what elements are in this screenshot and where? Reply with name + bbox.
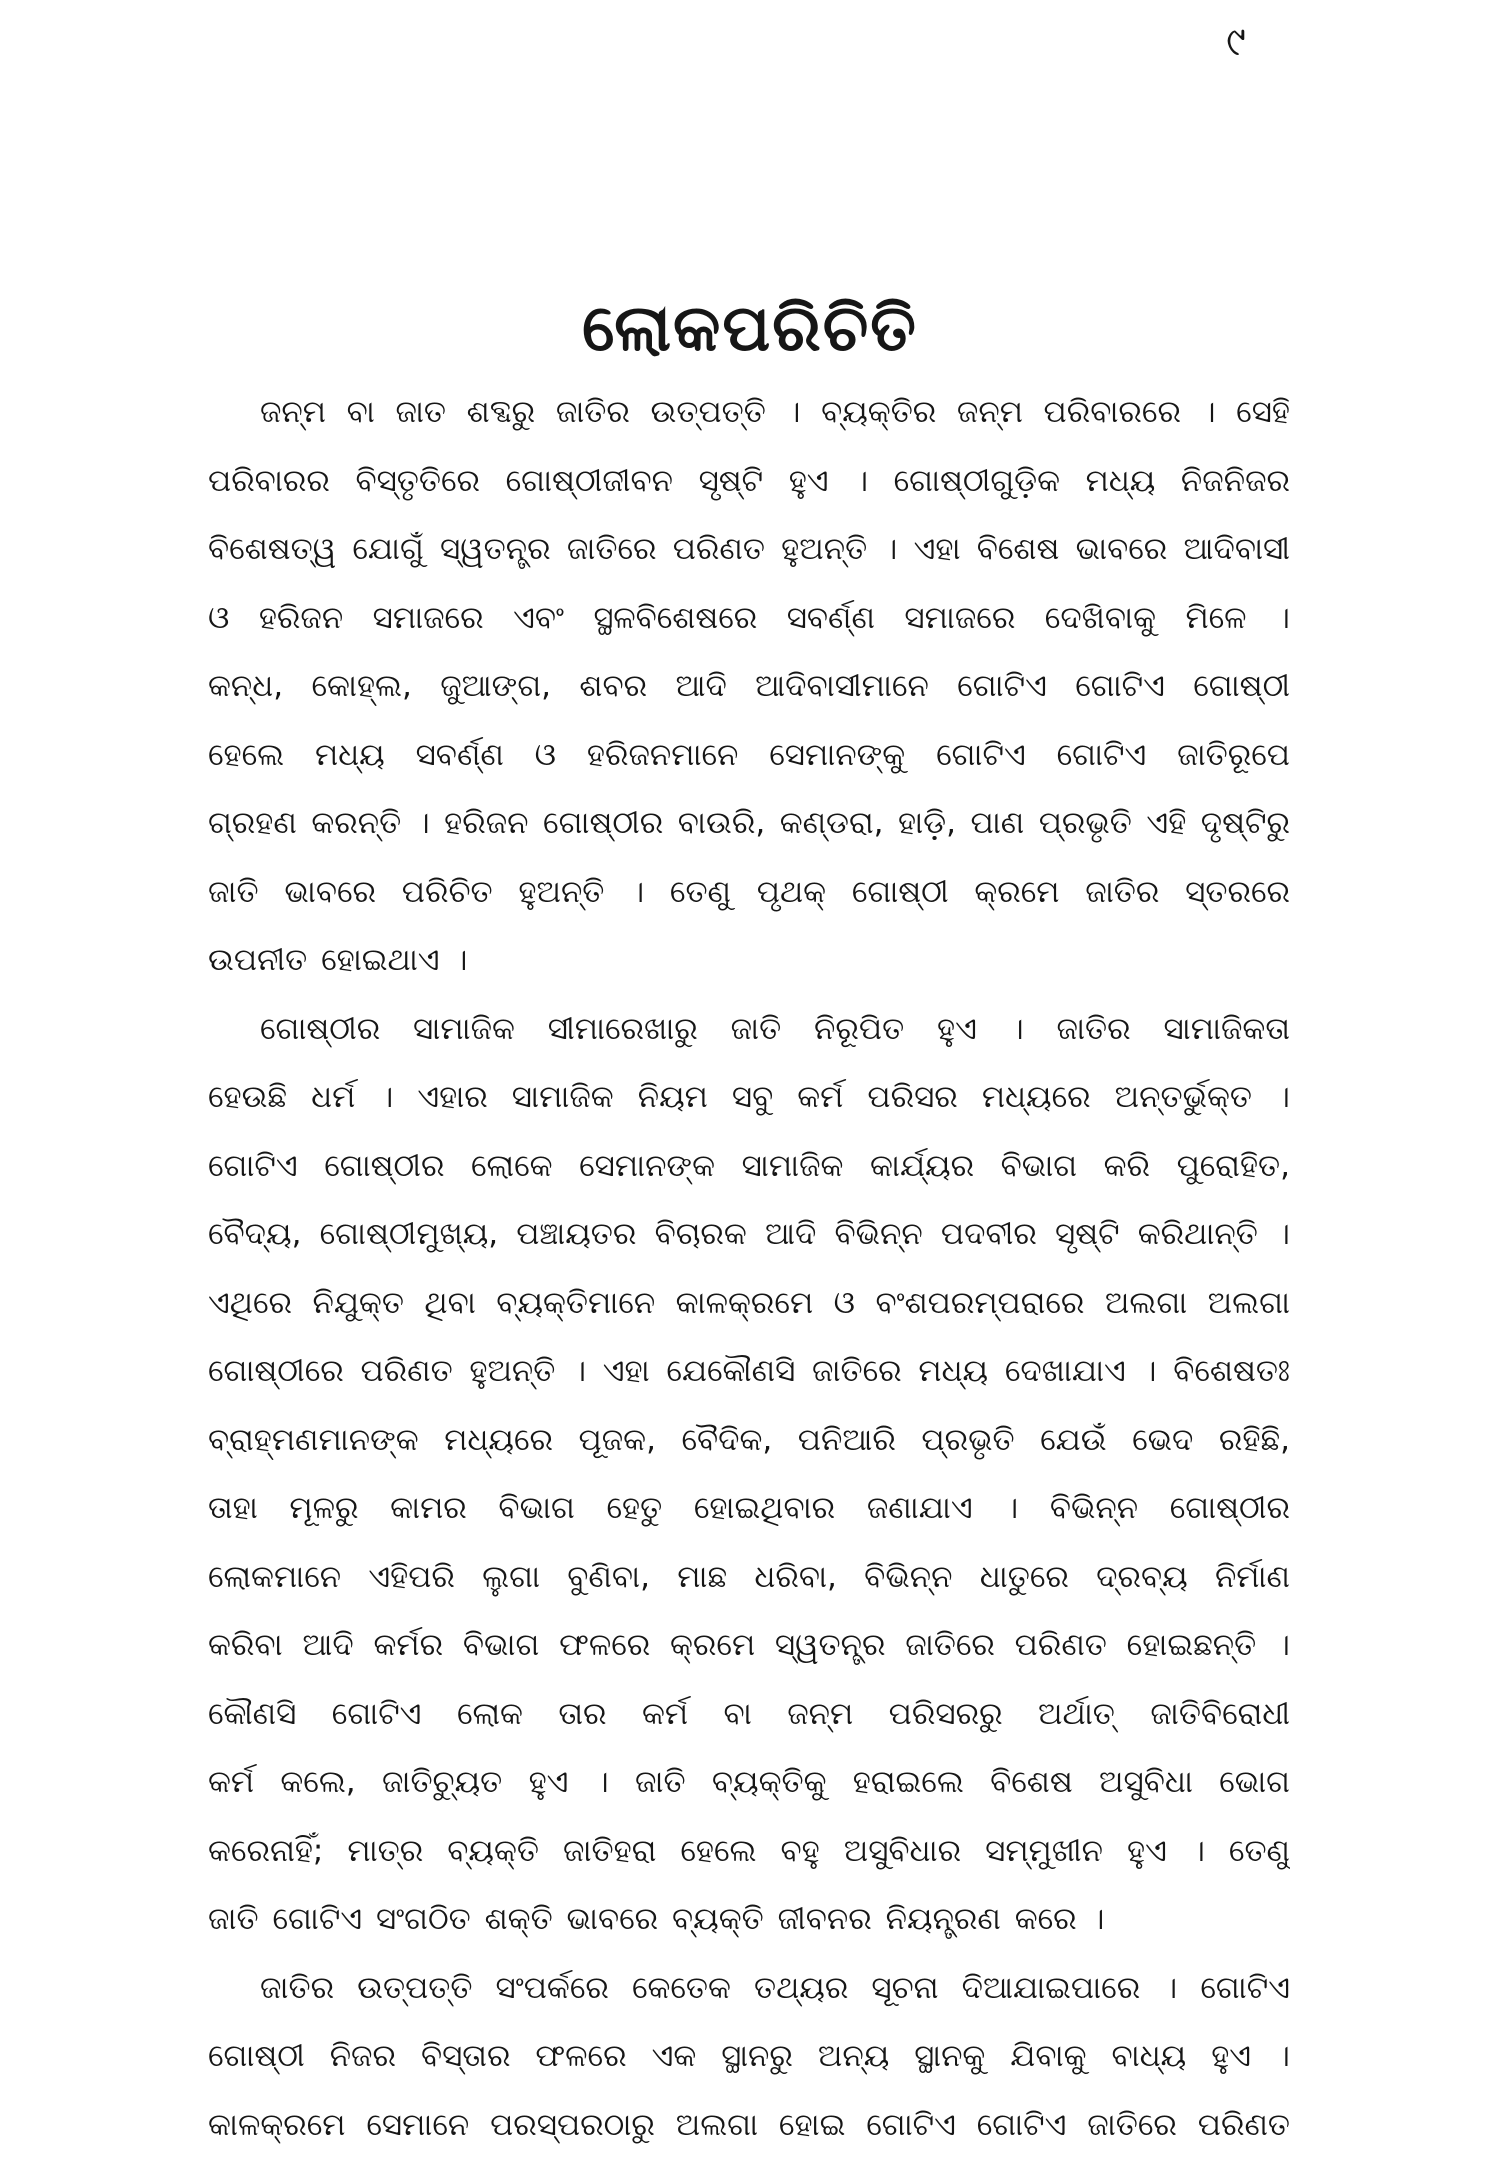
page-title: ଲୋକପରିଚିତି [0,291,1500,368]
text-line: ହେଲେ ମଧ୍ୟ ସବର୍ଣ୍ଣ ଓ ହରିଜନମାନେ ସେମାନଙ୍କୁ ଗୋଟିଏ ଗୋଟିଏ ଜାତିରୂପେ [208,721,1290,790]
text-line: ଉପନୀତ ହୋଇଥାଏ । [208,926,1290,995]
text-line: ହେଉଛି ଧର୍ମ । ଏହାର ସାମାଜିକ ନିୟମ ସବୁ କର୍ମ ପରିସର ମଧ୍ୟରେ ଅନ୍ତର୍ଭୁକ୍ତ । [208,1063,1290,1132]
text-line: କର୍ମ କଲେ, ଜାତିଚ୍ୟୁତ ହୁଏ । ଜାତି ବ୍ୟକ୍ତିକୁ ହରାଇଲେ ବିଶେଷ ଅସୁବିଧା ଭୋଗ [208,1748,1290,1817]
text-line: ବ୍ରାହ୍ମଣମାନଙ୍କ ମଧ୍ୟରେ ପୂଜକ, ବୈଦିକ, ପନିଆରି ପ୍ରଭୃତି ଯେଉଁ ଭେଦ ରହିଛି, [208,1406,1290,1475]
text-line: ତାହା ମୂଳରୁ କାମର ବିଭାଗ ହେତୁ ହୋଇଥିବାର ଜଣାଯାଏ । ବିଭିନ୍ନ ଗୋଷ୍ଠୀର [208,1474,1290,1543]
text-line: ଗୋଷ୍ଠୀରେ ପରିଣତ ହୁଅନ୍ତି । ଏହା ଯେକୌଣସି ଜାତିରେ ମଧ୍ୟ ଦେଖାଯାଏ । ବିଶେଷତଃ [208,1337,1290,1406]
paragraph-2 [208,995,1290,1954]
text-line: ବିଶେଷତ୍ୱ ଯୋଗୁଁ ସ୍ୱତନ୍ତ୍ର ଜାତିରେ ପରିଣତ ହୁଅନ୍ତି । ଏହା ବିଶେଷ ଭାବରେ ଆଦିବାସୀ [208,515,1290,584]
text-line: କାଳକ୍ରମେ ସେମାନେ ପରସ୍ପରଠାରୁ ଅଲଗା ହୋଇ ଗୋଟିଏ ଗୋଟିଏ ଜାତିରେ ପରିଣତ [208,2091,1290,2159]
page-number: ୯ [1226,22,1246,62]
text-line: ଜାତି ଭାବରେ ପରିଚିତ ହୁଅନ୍ତି । ତେଣୁ ପୃଥକ୍ ଗୋଷ୍ଠୀ କ୍ରମେ ଜାତିର ସ୍ତରରେ [208,858,1290,927]
text-line: କରିବା ଆଦି କର୍ମର ବିଭାଗ ଫଳରେ କ୍ରମେ ସ୍ୱତନ୍ତ୍ର ଜାତିରେ ପରିଣତ ହୋଇଛନ୍ତି । [208,1611,1290,1680]
text-line: ପରିବାରର ବିସ୍ତୃତିରେ ଗୋଷ୍ଠୀଜୀବନ ସୃଷ୍ଟି ହୁଏ । ଗୋଷ୍ଠୀଗୁଡ଼ିକ ମଧ୍ୟ ନିଜନିଜର [208,447,1290,516]
text-line: କୌଣସି ଗୋଟିଏ ଲୋକ ତାର କର୍ମ ବା ଜନ୍ମ ପରିସରରୁ ଅର୍ଥାତ୍ ଜାତିବିରୋଧୀ [208,1680,1290,1749]
body-text [208,378,1290,2159]
paragraph-3 [208,1954,1290,2159]
text-line: ଜାତିର ଉତ୍ପତ୍ତି ସଂପର୍କରେ କେତେକ ତଥ୍ୟର ସୂଚନା ଦିଆଯାଇପାରେ । ଗୋଟିଏ [208,1954,1290,2023]
text-line: ଗୋଟିଏ ଗୋଷ୍ଠୀର ଲୋକେ ସେମାନଙ୍କ ସାମାଜିକ କାର୍ଯ୍ୟର ବିଭାଗ କରି ପୁରୋହିତ, [208,1132,1290,1201]
text-line: ବୈଦ୍ୟ, ଗୋଷ୍ଠୀମୁଖ୍ୟ, ପଞ୍ଚାୟତର ବିଚାରକ ଆଦି ବିଭିନ୍ନ ପଦବୀର ସୃଷ୍ଟି କରିଥାନ୍ତି । [208,1200,1290,1269]
text-line: ଗୋଷ୍ଠୀ ନିଜର ବିସ୍ତାର ଫଳରେ ଏକ ସ୍ଥାନରୁ ଅନ୍ୟ ସ୍ଥାନକୁ ଯିବାକୁ ବାଧ୍ୟ ହୁଏ । [208,2022,1290,2091]
text-line: ଗୋଷ୍ଠୀର ସାମାଜିକ ସୀମାରେଖାରୁ ଜାତି ନିରୂପିତ ହୁଏ । ଜାତିର ସାମାଜିକତା [208,995,1290,1064]
paragraph-1 [208,378,1290,995]
text-line: ଏଥିରେ ନିଯୁକ୍ତ ଥିବା ବ୍ୟକ୍ତିମାନେ କାଳକ୍ରମେ ଓ ବଂଶପରମ୍ପରାରେ ଅଲଗା ଅଲଗା [208,1269,1290,1338]
text-line: ଜନ୍ମ ବା ଜାତ ଶବ୍ଦରୁ ଜାତିର ଉତ୍ପତ୍ତି । ବ୍ୟକ୍ତିର ଜନ୍ମ ପରିବାରରେ । ସେହି [208,378,1290,447]
text-line: ଲୋକମାନେ ଏହିପରି ଲୁଗା ବୁଣିବା, ମାଛ ଧରିବା, ବିଭିନ୍ନ ଧାତୁରେ ଦ୍ରବ୍ୟ ନିର୍ମାଣ [208,1543,1290,1612]
text-line: ଜାତି ଗୋଟିଏ ସଂଗଠିତ ଶକ୍ତି ଭାବରେ ବ୍ୟକ୍ତି ଜୀବନର ନିୟନ୍ତ୍ରଣ କରେ । [208,1885,1290,1954]
text-line: କରେନାହିଁ; ମାତ୍ର ବ୍ୟକ୍ତି ଜାତିହରା ହେଲେ ବହୁ ଅସୁବିଧାର ସମ୍ମୁଖୀନ ହୁଏ । ତେଣୁ [208,1817,1290,1886]
text-line: ଓ ହରିଜନ ସମାଜରେ ଏବଂ ସ୍ଥଳବିଶେଷରେ ସବର୍ଣ୍ଣ ସମାଜରେ ଦେଖିବାକୁ ମିଳେ । [208,584,1290,653]
text-line: କନ୍ଧ, କୋହ୍ଲ, ଜୁଆଙ୍ଗ, ଶବର ଆଦି ଆଦିବାସୀମାନେ ଗୋଟିଏ ଗୋଟିଏ ଗୋଷ୍ଠୀ [208,652,1290,721]
text-line: ଗ୍ରହଣ କରନ୍ତି । ହରିଜନ ଗୋଷ୍ଠୀର ବାଉରି, କଣ୍ଡରା, ହାଡ଼ି, ପାଣ ପ୍ରଭୃତି ଏହି ଦୃଷ୍ଟିରୁ [208,789,1290,858]
